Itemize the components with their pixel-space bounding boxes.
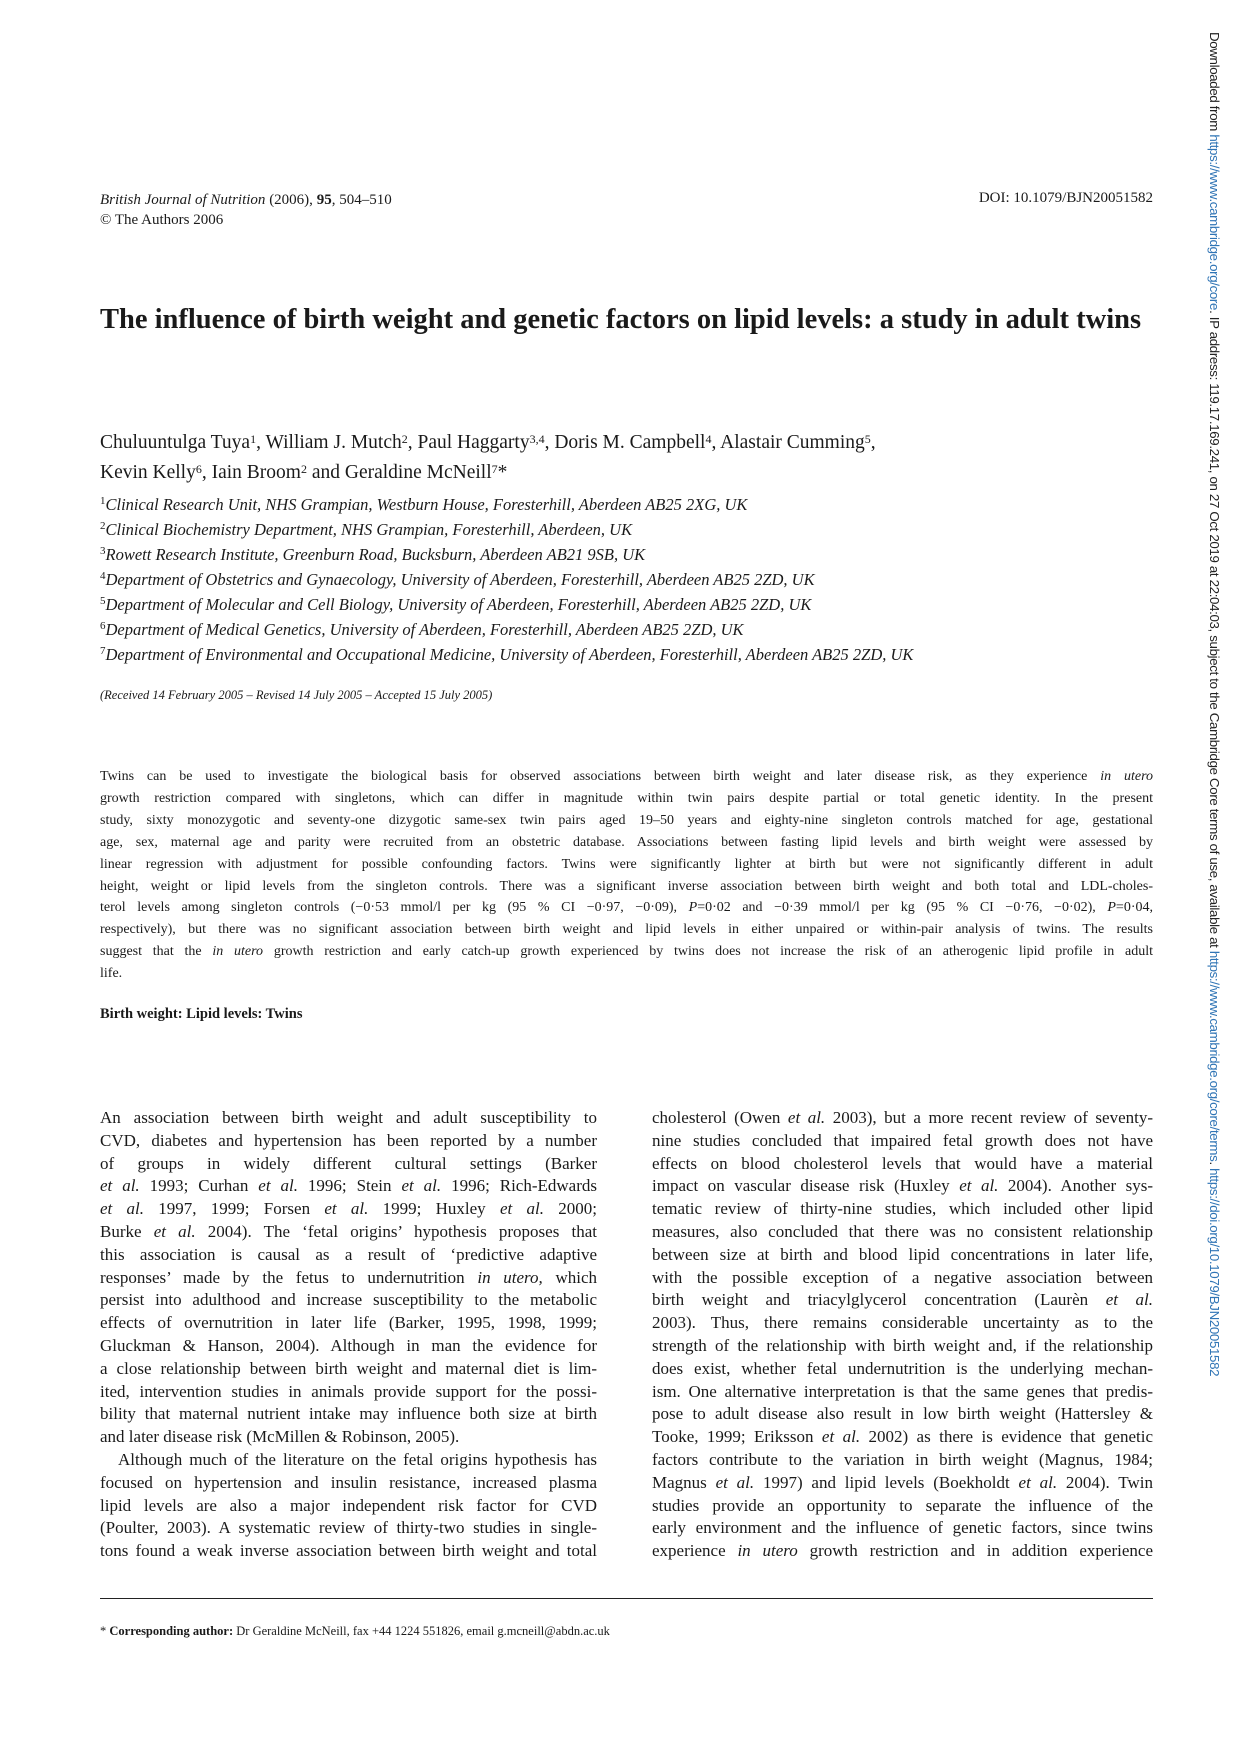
text-line: this association is causal as a result of ‘predictive adaptive (100, 1244, 597, 1264)
author-separator: , (870, 432, 876, 453)
author-name: Geraldine McNeill (344, 462, 492, 483)
text-line: Gluckman & Hanson, 2004). Although in man the evidence for (100, 1335, 597, 1355)
author-separator: , (544, 432, 555, 453)
text-line: a close relationship between birth weight and maternal diet is lim- (100, 1358, 597, 1378)
text-line: CVD, diabetes and hypertension has been reported by a number (100, 1130, 597, 1150)
corresponding-author-footnote (100, 1624, 610, 1639)
author-name: Alastair Cumming (720, 432, 865, 453)
affiliation-number: 1 (100, 495, 106, 507)
download-notice (1207, 32, 1222, 1376)
text-line: impact on vascular disease risk (Huxley et al. 2004). Another sys- (652, 1176, 1154, 1196)
notice-text: Downloaded from (1207, 32, 1222, 135)
affiliation-marker: 5 (864, 432, 871, 446)
text-line: experience in utero growth restriction and in addition experience (652, 1541, 1153, 1561)
affiliation-marker: 3,4 (529, 432, 545, 446)
received-dates: (Received 14 February 2005 – Revised 14 July 2005 – Accepted 15 July 2005) (100, 688, 493, 702)
affiliation-marker: 1 (250, 432, 257, 446)
text-line: (Poulter, 2003). A systematic review of thirty-two studies in single- (100, 1518, 597, 1538)
keywords: Birth weight: Lipid levels: Twins (100, 1006, 303, 1022)
text-line: persist into adulthood and increase susceptibility to the metabolic (100, 1290, 597, 1310)
affiliation-number: 7 (100, 645, 106, 657)
text-line: Burke et al. 2004). The ‘fetal origins’ hypothesis proposes that (100, 1221, 598, 1241)
author-separator: , (711, 432, 721, 453)
affiliation (100, 567, 913, 592)
author-name: Paul Haggarty (417, 432, 530, 453)
text-line: measures, also concluded that there was no consistent relationship (652, 1221, 1153, 1241)
affiliation (100, 642, 913, 667)
text-line: effects on blood cholesterol levels that would have a material (652, 1153, 1153, 1173)
author-name: Chuluuntulga Tuya (100, 432, 251, 453)
affiliation (100, 617, 913, 642)
affiliation-text: Department of Obstetrics and Gynaecology, University of Aberdeen, Foresterhill, Aberdeen AB25 2ZD, UK (105, 570, 815, 589)
journal-pages: , 504–510 (331, 192, 392, 208)
text-line: effects of overnutrition in later life (Barker, 1995, 1998, 1999; (100, 1313, 597, 1333)
affiliation-text: Department of Medical Genetics, University of Aberdeen, Foresterhill, Aberdeen AB25 2ZD, UK (105, 620, 744, 639)
affiliation-marker: 2 (300, 462, 307, 476)
terms-link[interactable]: https://www.cambridge.org/core/terms (1207, 950, 1222, 1162)
text-line: ism. One alternative interpretation is that the same genes that predis- (652, 1381, 1153, 1401)
text-line: birth weight and triacylglycerol concentration (Laurèn et al. (652, 1290, 1153, 1310)
text-line: et al. 1997, 1999; Forsen et al. 1999; Huxley et al. 2000; (100, 1199, 597, 1219)
text-line: and later disease risk (McMillen & Robinson, 2005). (100, 1427, 460, 1447)
affiliation-text: Department of Molecular and Cell Biology, University of Aberdeen, Foresterhill, Aberdeen AB25 2ZD, UK (105, 595, 812, 614)
text-line: Tooke, 1999; Eriksson et al. 2002) as there is evidence that genetic (652, 1427, 1153, 1447)
text-line: lipid levels are also a major independent risk factor for CVD (100, 1495, 597, 1515)
footnote-marker: * (100, 1624, 107, 1638)
text-line: factors contribute to the variation in birth weight (Magnus, 1984; (652, 1449, 1153, 1469)
notice-text: . IP address: 119.17.169.241, on 27 Oct 2019 at 22:04:03, subject to the Cambridge Core terms of use, available at (1207, 310, 1222, 951)
affiliation-list (100, 492, 913, 667)
text-line: strength of the relationship with birth weight and, if the relationship (652, 1335, 1153, 1355)
author-name: William J. Mutch (265, 432, 402, 453)
text-line: An association between birth weight and adult susceptibility to (100, 1108, 597, 1127)
author-separator: , (256, 432, 266, 453)
author-separator: * (497, 462, 508, 483)
text-line: age, sex, maternal age and parity were recruited from an obstetric database. Associations between fasting lipid levels and birth weight were assessed by (100, 834, 1153, 850)
affiliation-marker: 4 (705, 432, 712, 446)
body-column-left (100, 1107, 597, 1563)
journal-name: British Journal of Nutrition (100, 192, 266, 208)
affiliation (100, 592, 913, 617)
abstract (100, 766, 1153, 985)
affiliation-text: Department of Environmental and Occupational Medicine, University of Aberdeen, Foresterhill, Aberdeen AB25 2ZD, UK (105, 645, 914, 664)
author-separator: , (407, 432, 418, 453)
text-line: Although much of the literature on the fetal origins hypothesis has (118, 1449, 597, 1469)
text-line: early environment and the influence of genetic factors, since twins (652, 1518, 1153, 1538)
footnote-text: Dr Geraldine McNeill, fax +44 1224 551826, email g.mcneill@abdn.ac.uk (233, 1624, 610, 1638)
affiliation-number: 2 (100, 520, 106, 532)
text-line: pose to adult disease also result in low birth weight (Hattersley & (652, 1404, 1153, 1424)
author-list (100, 428, 876, 488)
text-line: responses’ made by the fetus to undernutrition in utero, which (100, 1267, 597, 1287)
text-line: bility that maternal nutrient intake may influence both size at birth (100, 1404, 597, 1424)
text-line: study, sixty monozygotic and seventy-one dizygotic same-sex twin pairs aged 19–50 years and eighty-nine singleton controls matched for age, gestational (100, 812, 1153, 828)
text-line: growth restriction compared with singletons, which can differ in magnitude within twin pairs despite partial or total genetic identity. In the present (100, 790, 1153, 806)
affiliation-marker: 7 (491, 462, 498, 476)
affiliation-marker: 6 (195, 462, 202, 476)
paper-title: The influence of birth weight and genetic factors on lipid levels: a study in adult twins (100, 304, 1142, 335)
text-line: life. (100, 966, 123, 982)
cambridge-core-link[interactable]: https://www.cambridge.org/core (1207, 134, 1222, 311)
affiliation-text: Clinical Biochemistry Department, NHS Grampian, Foresterhill, Aberdeen, UK (105, 520, 633, 539)
author-separator: and (306, 462, 345, 483)
text-line: nine studies concluded that impaired fetal growth does not have (652, 1130, 1153, 1150)
text-line: tons found a weak inverse association between birth weight and total (100, 1541, 597, 1561)
text-line: linear regression with adjustment for possible confounding factors. Twins were significantly lighter at birth but were not significantly different in adult (100, 856, 1153, 872)
text-line: height, weight or lipid levels from the singleton controls. There was a significant inverse association between birth weight and both total and LDL-choles- (100, 878, 1153, 894)
doi-link[interactable]: https://doi.org/10.1079/BJN20051582 (1207, 1168, 1222, 1377)
text-line: Magnus et al. 1997) and lipid levels (Boekholdt et al. 2004). Twin (652, 1472, 1154, 1492)
text-line: 2003). Thus, there remains considerable uncertainty as to the (652, 1313, 1153, 1333)
text-line: does exist, whether fetal undernutrition is the underlying mechan- (652, 1358, 1153, 1378)
text-line: studies provide an opportunity to separate the influence of the (652, 1495, 1153, 1515)
text-line: Twins can be used to investigate the biological basis for observed associations between birth weight and later disease risk, as they experience in utero (100, 769, 1153, 784)
text-line: et al. 1993; Curhan et al. 1996; Stein et al. 1996; Rich-Edwards (100, 1176, 597, 1196)
author-separator: , (201, 462, 212, 483)
copyright: © The Authors 2006 (100, 212, 224, 228)
body-column-right (652, 1107, 1153, 1563)
author-name: Iain Broom (211, 462, 301, 483)
journal-year: (2006), (269, 192, 313, 208)
affiliation (100, 492, 913, 517)
affiliation-number: 4 (100, 570, 106, 582)
affiliation (100, 542, 913, 567)
affiliation-marker: 2 (401, 432, 408, 446)
affiliation-number: 6 (100, 620, 106, 632)
affiliation-text: Rowett Research Institute, Greenburn Road, Bucksburn, Aberdeen AB21 9SB, UK (105, 545, 646, 564)
notice-text: . (1207, 1161, 1222, 1169)
affiliation-text: Clinical Research Unit, NHS Grampian, Westburn House, Foresterhill, Aberdeen AB25 2XG, UK (105, 495, 748, 514)
text-line: with the possible exception of a negative association between (652, 1267, 1153, 1287)
text-line: between size at birth and blood lipid concentrations in later life, (652, 1244, 1153, 1264)
text-line: respectively), but there was no significant association between birth weight and lipid levels in either unpaired or within-pair analysis of twins. The results (100, 922, 1153, 938)
text-line: ited, intervention studies in animals provide support for the possi- (100, 1381, 597, 1401)
author-name: Kevin Kelly (100, 462, 196, 483)
journal-citation (100, 190, 392, 230)
text-line: cholesterol (Owen et al. 2003), but a more recent review of seventy- (652, 1108, 1154, 1127)
text-line: of groups in widely different cultural settings (Barker (100, 1153, 597, 1173)
footnote-divider (100, 1598, 1153, 1599)
footnote-label: Corresponding author: (109, 1624, 234, 1638)
affiliation-number: 5 (100, 595, 106, 607)
journal-volume: 95 (316, 192, 332, 208)
text-line: suggest that the in utero growth restriction and early catch-up growth experienced by twins does not increase the risk of an atherogenic lipid profile in adult (100, 944, 1153, 960)
text-line: terol levels among singleton controls (−0·53 mmol/l per kg (95 % CI −0·97, −0·09), P=0·02 and −0·39 mmol/l per kg (95 % CI −0·76, −0·02), P=0·04, (100, 900, 1153, 916)
text-line: tematic review of thirty-nine studies, which included other lipid (652, 1199, 1153, 1219)
affiliation-number: 3 (100, 545, 106, 557)
text-line: focused on hypertension and insulin resistance, increased plasma (100, 1472, 597, 1492)
doi: DOI: 10.1079/BJN20051582 (978, 190, 1153, 206)
affiliation (100, 517, 913, 542)
author-name: Doris M. Campbell (554, 432, 706, 453)
